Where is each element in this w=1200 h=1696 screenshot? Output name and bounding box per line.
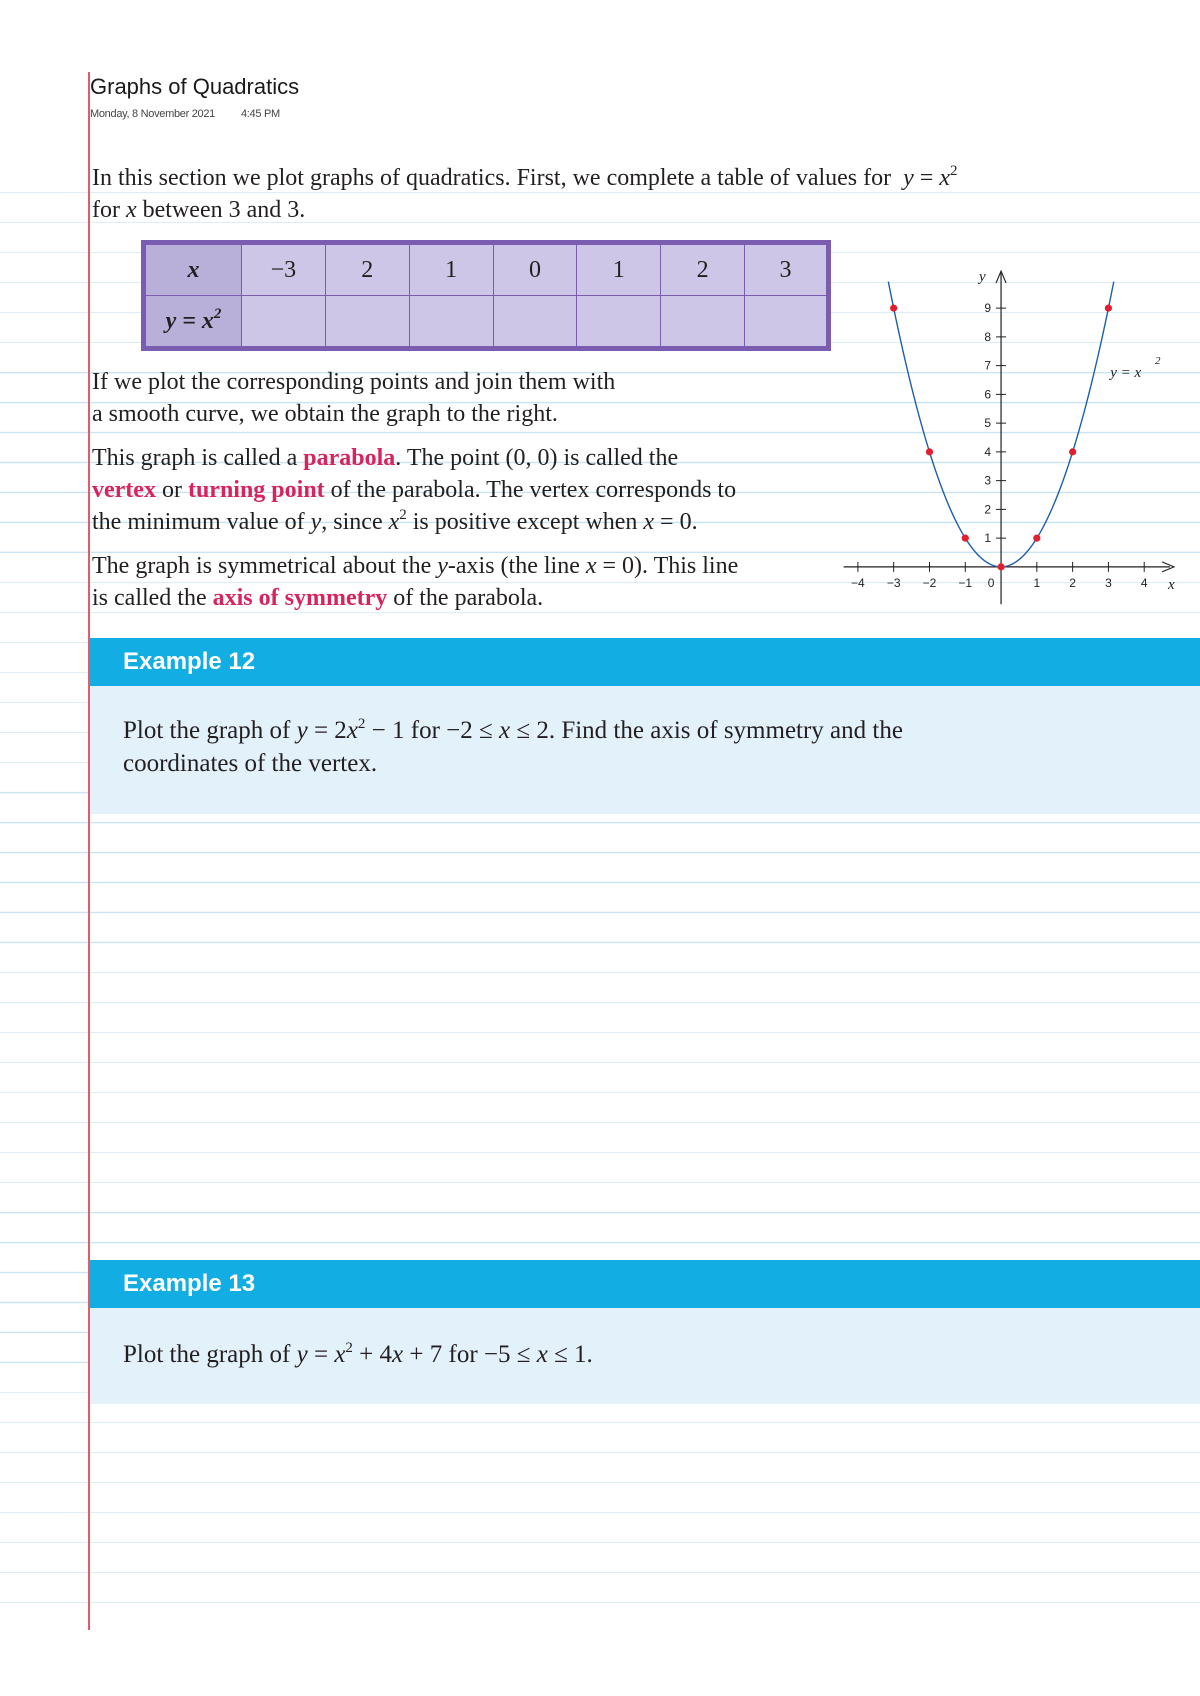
y-axis-label: y [979,269,986,285]
table-cell: 1 [409,243,493,296]
x-tick-label: 4 [1140,575,1148,590]
x-tick-label: −1 [958,575,973,590]
y-tick-label: 5 [984,416,992,431]
curve-label: y = x [1110,365,1142,382]
table-empty-cell[interactable] [577,296,661,349]
table-empty-cell[interactable] [242,296,326,349]
example-13-body [90,1308,1200,1404]
note-date: Monday, 8 November 2021 [90,108,215,120]
note-title[interactable]: Graphs of Quadratics [90,74,300,99]
parabola-graph [840,265,1180,610]
table-cell: −3 [242,243,326,296]
table-empty-cell[interactable] [661,296,745,349]
example-12-text [123,714,903,780]
data-point [926,448,933,455]
symmetry-line-1: The graph is symmetrical about the y-axis (the line x = 0). This line [92,553,739,579]
parabola-line-3: the minimum value of y, since $x^2$ is positive except when x = 0. [92,507,698,535]
data-point [1033,535,1040,542]
table-empty-cell[interactable] [493,296,577,349]
table-row-y [144,296,829,349]
values-table [141,240,831,351]
y-tick-label: 1 [984,531,992,546]
parabola-line-1: This graph is called a parabola. The point (0, 0) is called the [92,445,679,471]
data-point [962,535,969,542]
example-12-body [90,686,1200,814]
table-cell: 3 [745,243,829,296]
plot-paragraph [92,366,615,430]
y-tick-label: 3 [984,473,992,488]
x-tick-label: 1 [1033,575,1041,590]
term-vertex: vertex [92,477,156,503]
example-12-line-2: coordinates of the vertex. [123,750,378,777]
symmetry-paragraph [92,550,738,614]
table-empty-cell[interactable] [325,296,409,349]
curve-label-exponent: 2 [1154,355,1161,368]
y-tick-label: 2 [984,502,992,517]
parabola-line-2: vertex or turning point of the parabola. The vertex corresponds to [92,477,737,503]
data-point [1069,448,1076,455]
x-tick-label: −3 [886,575,901,590]
x-tick-label: −4 [851,575,865,590]
data-point [890,305,897,312]
x-tick-label: −2 [922,575,937,590]
intro-line-1: In this section we plot graphs of quadratics. First, we complete a table of values for $y = x^2$ [92,163,958,191]
table-cell: 2 [325,243,409,296]
parabola-paragraph [92,442,736,538]
x-tick-label: 3 [1105,575,1112,590]
table-empty-cell[interactable] [745,296,829,349]
data-point [997,563,1004,570]
intro-line-2: for x between 3 and 3. [92,197,306,223]
example-13-header: Example 13 [90,1260,1200,1308]
y-tick-label: 7 [984,358,992,373]
x-axis-label: x [1168,576,1175,593]
term-parabola: parabola [303,445,396,471]
example-12-header: Example 12 [90,638,1200,686]
y-tick-label: 9 [984,301,992,316]
intro-paragraph [92,162,957,226]
data-point [1105,305,1112,312]
table-cell: 1 [577,243,661,296]
example-13-text: Plot the graph of $y = x^2 + 4x + 7$ for −5 ≤ x ≤ 1. [123,1340,593,1368]
y-tick-label: 6 [984,387,992,402]
page-footer-area [0,1630,1200,1696]
x-tick-label: 0 [987,575,995,590]
y-tick-label: 4 [984,444,992,459]
symmetry-line-2: is called the axis of symmetry of the parabola. [92,585,544,611]
table-cell: 0 [493,243,577,296]
table-cell: 2 [661,243,745,296]
x-tick-label: 2 [1069,575,1076,590]
term-turning-point: turning point [187,477,325,503]
note-time: 4:45 PM [240,108,280,120]
y-tick-label: 8 [984,329,992,344]
plot-line-1: If we plot the corresponding points and join them with [92,369,616,395]
note-meta [90,108,280,120]
example-12-line-1: Plot the graph of $y = 2x^2 - 1$ for −2 ≤ x ≤ 2. Find the axis of symmetry and the [123,716,903,744]
table-empty-cell[interactable] [409,296,493,349]
term-axis-of-symmetry: axis of symmetry [212,585,388,611]
table-head-y: $y = x^2$ [144,296,242,349]
table-head-x: x [144,243,242,296]
table-row-x [144,243,829,296]
plot-line-2: a smooth curve, we obtain the graph to the right. [92,401,558,427]
